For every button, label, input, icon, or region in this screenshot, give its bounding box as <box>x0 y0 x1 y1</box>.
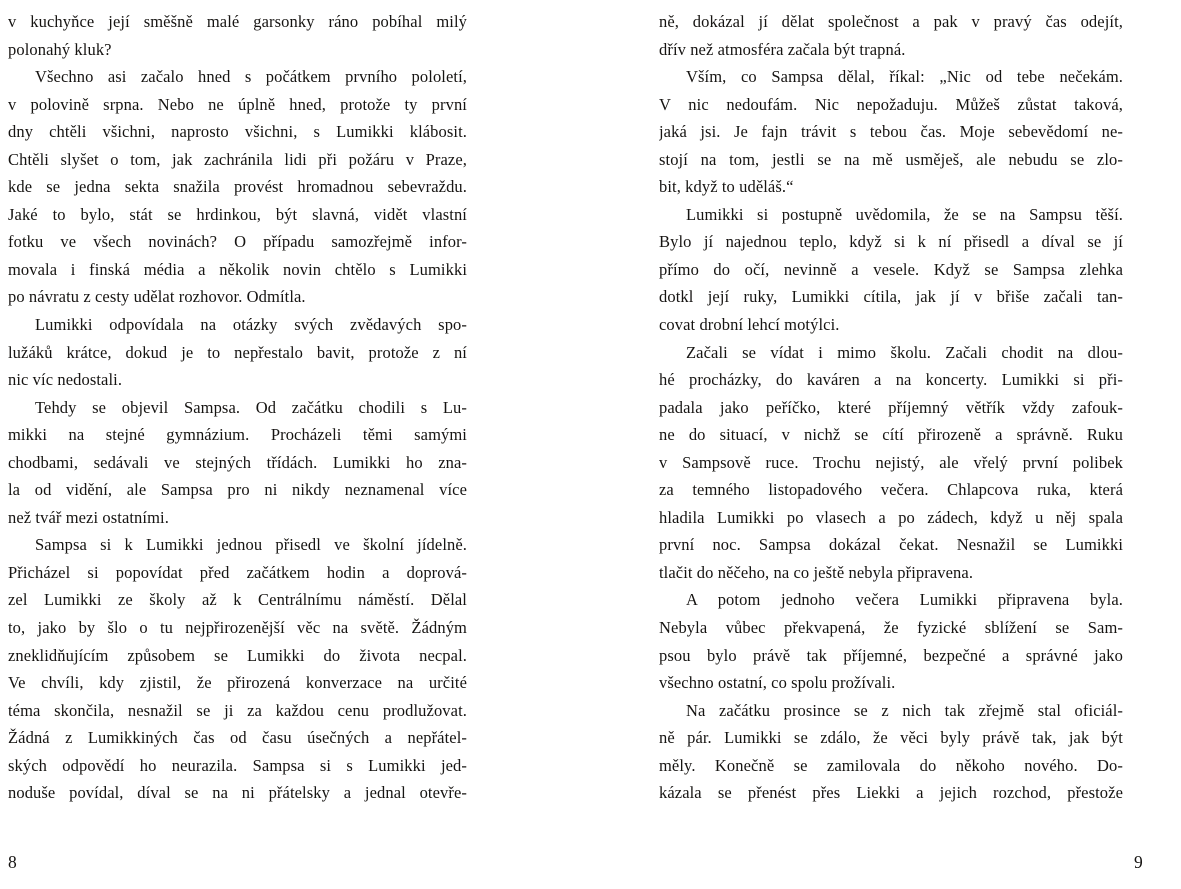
page-number-right: 9 <box>1134 852 1143 872</box>
text-line: fotku ve všech novinách? O případu samozřejmě infor- <box>8 232 467 252</box>
text-line: V nic nedoufám. Nic nepožaduju. Můžeš zůstat taková, <box>659 94 1123 114</box>
text-line: v kuchyňce její směšně malé garsonky ráno pobíhal milý <box>8 12 467 31</box>
text-line: polonahý kluk? <box>8 39 112 59</box>
text-line: A potom jednoho večera Lumikki připravena byla. <box>686 590 1123 610</box>
text-line: ně pár. Lumikki se zdálo, že věci byly právě tak, jak být <box>659 728 1123 748</box>
text-line: Jaké to bylo, stát se hrdinkou, být slavná, vidět vlastní <box>8 204 467 224</box>
paragraph <box>659 339 1123 587</box>
text-line: ně, dokázal jí dělat společnost a pak v pravý čas odejít, <box>659 12 1123 31</box>
text-line: covat drobní lehcí motýlci. <box>659 315 840 335</box>
text-line: Chtěli slyšet o tom, jak zachránila lidi při požáru v Praze, <box>8 149 467 169</box>
text-line: v polovině srpna. Nebo ne úplně hned, protože ty první <box>8 94 467 114</box>
text-line: zneklidňujícím způsobem se Lumikki do života necpal. <box>8 645 467 665</box>
text-line: Žádná z Lumikkiných čas od času úsečných a nepřátel- <box>8 728 467 748</box>
text-line: nic víc nedostali. <box>8 370 123 390</box>
text-line: kázala se přenést přes Liekki a jejich rozchod, přestože <box>659 783 1123 803</box>
text-line: dny chtěli všichni, naprosto všichni, s Lumikki klábosit. <box>8 122 467 142</box>
text-line: Přicházel si popovídat před začátkem hodin a doprová- <box>8 562 467 582</box>
text-line: ských odpovědí ho neurazila. Sampsa si s Lumikki jed- <box>8 755 467 775</box>
text-line: první noc. Sampsa dokázal čekat. Nesnažil se Lumikki <box>659 535 1123 555</box>
paragraph <box>8 311 467 394</box>
text-line: hladila Lumikki po vlasech a po zádech, když u něj spala <box>659 507 1123 527</box>
text-line: všechno ostatní, co spolu prožívali. <box>659 673 896 693</box>
page-right-text-block <box>659 8 1123 807</box>
text-line: padala jako peříčko, které příjemný větřík vždy zafouk- <box>659 397 1123 417</box>
text-line: kde se jedna sekta snažila provést hromadnou sebevraždu. <box>8 177 467 197</box>
text-line: to, jako by šlo o tu nejpřirozenější věc na světě. Žádným <box>8 618 467 638</box>
paragraph <box>659 697 1123 807</box>
text-line: přímo do očí, nevinně a vesele. Když se Sampsa zlehka <box>659 259 1123 279</box>
text-line: noduše povídal, díval se na ni přátelsky a jednal otevře- <box>8 783 467 803</box>
text-line: mikki na stejné gymnázium. Procházeli těmi samými <box>8 425 467 445</box>
text-line: v Sampsově ruce. Trochu nejistý, ale vřelý první polibek <box>659 452 1123 472</box>
text-line: stojí na tom, jestli se na mě usměješ, ale nebudu se zlo- <box>659 149 1123 169</box>
text-line: hé procházky, do kaváren a na koncerty. Lumikki si při- <box>659 370 1123 390</box>
paragraph <box>8 531 467 806</box>
text-line: dřív než atmosféra začala být trapná. <box>659 39 906 59</box>
text-line: Bylo jí najednou teplo, když si k ní přisedl a díval se jí <box>659 232 1123 252</box>
text-line: Všechno asi začalo hned s počátkem prvního pololetí, <box>35 67 467 87</box>
paragraph <box>659 8 1123 63</box>
paragraph <box>8 394 467 532</box>
text-line: téma skončila, nesnažil se ji za každou cenu prodlužovat. <box>8 700 467 720</box>
text-line: tlačit do něčeho, na co ještě nebyla připravena. <box>659 562 974 582</box>
text-line: movala i finská média a několik novin chtělo s Lumikki <box>8 259 467 279</box>
text-line: jaká jsi. Je fajn trávit s tebou čas. Moje sebevědomí ne- <box>659 122 1123 142</box>
text-line: psou bylo právě tak příjemné, bezpečné a správné jako <box>659 645 1123 665</box>
text-line: Sampsa si k Lumikki jednou přisedl ve školní jídelně. <box>35 535 467 555</box>
text-line: za temného listopadového večera. Chlapcova ruka, která <box>659 480 1123 500</box>
paragraph <box>659 586 1123 696</box>
text-line: chodbami, sedávali ve stejných třídách. Lumikki ho zna- <box>8 452 467 472</box>
text-line: Lumikki si postupně uvědomila, že se na Sampsu těší. <box>686 204 1123 224</box>
text-line: Tehdy se objevil Sampsa. Od začátku chodili s Lu- <box>35 397 467 417</box>
page-number-left: 8 <box>8 852 17 872</box>
text-line: po návratu z cesty udělat rozhovor. Odmítla. <box>8 287 306 307</box>
text-line: Ve chvíli, kdy zjistil, že přirozená konverzace na určité <box>8 673 467 693</box>
text-line: Lumikki odpovídala na otázky svých zvědavých spo- <box>35 315 467 335</box>
text-line: zel Lumikki ze školy až k Centrálnímu náměstí. Dělal <box>8 590 467 610</box>
text-line: la od vidění, ale Sampsa pro ni nikdy neznamenal více <box>8 480 467 500</box>
page-left-text-block <box>8 8 467 807</box>
text-line: ne do situací, v nichž se cítí přirozeně a správně. Ruku <box>659 425 1123 445</box>
text-line: Začali se vídat i mimo školu. Začali chodit na dlou- <box>686 342 1123 362</box>
text-line: lužáků krátce, dokud je to nepřestalo bavit, protože z ní <box>8 342 467 362</box>
paragraph <box>8 8 467 63</box>
text-line: dotkl její ruky, Lumikki cítila, jak jí v břiše začali tan- <box>659 287 1123 307</box>
text-line: než tvář mezi ostatními. <box>8 507 169 527</box>
text-line: měly. Konečně se zamilovala do někoho nového. Do- <box>659 755 1123 775</box>
text-line: Nebyla vůbec překvapená, že fyzické sblížení se Sam- <box>659 618 1123 638</box>
paragraph <box>659 63 1123 201</box>
text-line: Vším, co Sampsa dělal, říkal: „Nic od tebe nečekám. <box>686 67 1123 87</box>
text-line: Na začátku prosince se z nich tak zřejmě stal oficiál- <box>686 700 1123 720</box>
paragraph <box>8 63 467 311</box>
text-line: bit, když to uděláš.“ <box>659 177 794 197</box>
paragraph <box>659 201 1123 339</box>
